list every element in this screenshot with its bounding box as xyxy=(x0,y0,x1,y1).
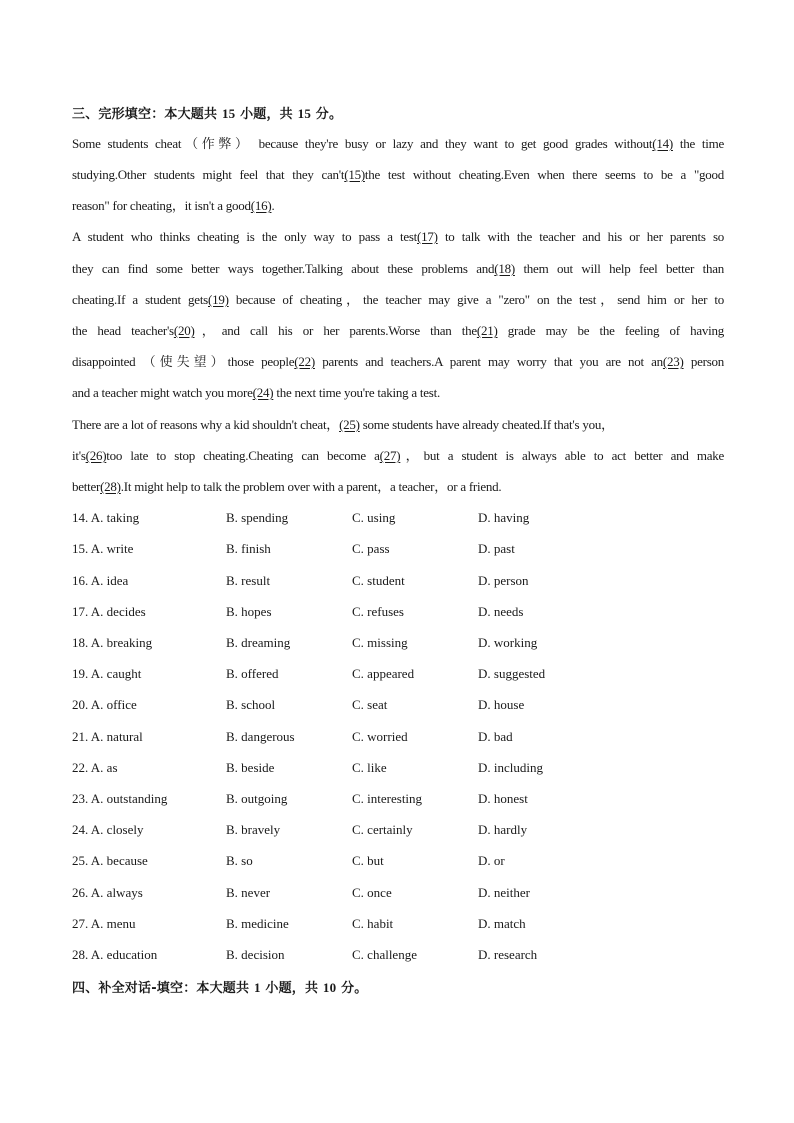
option-a: 27. A. menu xyxy=(72,916,136,931)
question-23 xyxy=(72,791,632,807)
blank-18: (18) xyxy=(494,261,515,276)
question-18 xyxy=(72,635,632,651)
question-27 xyxy=(72,916,632,932)
blank-21: (21) xyxy=(476,323,498,338)
question-14 xyxy=(72,510,632,526)
question-15 xyxy=(72,541,632,557)
option-c: C. student xyxy=(352,573,405,588)
option-a: 21. A. natural xyxy=(72,729,143,744)
option-d: D. match xyxy=(478,916,526,931)
question-19 xyxy=(72,666,632,682)
option-c: C. once xyxy=(352,885,392,900)
option-c: C. but xyxy=(352,853,384,868)
option-d: D. having xyxy=(478,510,530,525)
blank-17: (17) xyxy=(417,229,438,244)
option-a: 19. A. caught xyxy=(72,666,142,681)
option-a: 26. A. always xyxy=(72,885,143,900)
passage-line: and a teacher might watch you more(24) the next time you're taking a test. xyxy=(72,385,440,400)
option-d: D. house xyxy=(478,697,525,712)
option-c: C. seat xyxy=(352,697,388,712)
option-d: D. person xyxy=(478,573,529,588)
option-b: B. outgoing xyxy=(226,791,288,806)
option-c: C. challenge xyxy=(352,947,417,962)
option-a: 20. A. office xyxy=(72,697,137,712)
option-d: D. suggested xyxy=(478,666,546,681)
option-d: D. hardly xyxy=(478,822,528,837)
blank-27: (27) xyxy=(379,448,401,463)
blank-23: (23) xyxy=(662,354,684,369)
option-d: D. needs xyxy=(478,604,524,619)
option-a: 25. A. because xyxy=(72,853,148,868)
option-c: C. using xyxy=(352,510,396,525)
blank-19: (19) xyxy=(208,292,229,307)
option-b: B. dreaming xyxy=(226,635,291,650)
blank-16: (16) xyxy=(250,198,272,213)
option-d: D. research xyxy=(478,947,538,962)
blank-25: (25) xyxy=(339,417,360,432)
option-a: 17. A. decides xyxy=(72,604,146,619)
blank-22: (22) xyxy=(294,354,315,369)
option-b: B. hopes xyxy=(226,604,272,619)
blank-15: (15) xyxy=(344,167,365,182)
option-d: D. neither xyxy=(478,885,530,900)
option-d: D. including xyxy=(478,760,543,775)
option-a: 28. A. education xyxy=(72,947,158,962)
passage-line: studying.Other students might feel that they can't(15)the test without cheating.Even when there seems to be a "good xyxy=(72,167,724,182)
option-d: D. working xyxy=(478,635,538,650)
blank-20: (20) xyxy=(173,323,195,338)
passage-line: they can find some better ways together.Talking about these problems and(18) them out will help feel better than xyxy=(72,261,724,276)
passage-line: disappointed （使失望）those people(22) parents and teachers.A parent may worry that you are not an(23) person xyxy=(72,354,725,369)
section-3-heading: 三、完形填空：本大题共 15 小题，共 15 分。 xyxy=(72,106,343,122)
option-c: C. refuses xyxy=(352,604,404,619)
option-b: B. beside xyxy=(226,760,275,775)
option-b: B. dangerous xyxy=(226,729,295,744)
option-b: B. never xyxy=(226,885,271,900)
option-d: D. honest xyxy=(478,791,528,806)
option-c: C. missing xyxy=(352,635,408,650)
option-c: C. certainly xyxy=(352,822,413,837)
section-4-heading: 四、补全对话-填空：本大题共 1 小题，共 10 分。 xyxy=(72,980,368,996)
option-c: C. habit xyxy=(352,916,394,931)
option-a: 16. A. idea xyxy=(72,573,129,588)
passage-line: A student who thinks cheating is the only way to pass a test(17) to talk with the teacher and his or her parents so xyxy=(72,229,724,244)
option-c: C. worried xyxy=(352,729,408,744)
option-a: 15. A. write xyxy=(72,541,134,556)
option-b: B. bravely xyxy=(226,822,281,837)
passage-line: better(28).It might help to talk the problem over with a parent，a teacher，or a friend. xyxy=(72,479,502,494)
option-d: D. bad xyxy=(478,729,513,744)
option-b: B. offered xyxy=(226,666,279,681)
blank-28: (28) xyxy=(100,479,121,494)
option-a: 18. A. breaking xyxy=(72,635,153,650)
question-20 xyxy=(72,697,632,713)
option-d: D. or xyxy=(478,853,505,868)
question-17 xyxy=(72,604,632,620)
passage-line: it's(26)too late to stop cheating.Cheating can become a(27)，but a student is always able to act better and make xyxy=(72,448,724,463)
passage-line: reason" for cheating，it isn't a good(16). xyxy=(72,198,275,213)
option-a: 23. A. outstanding xyxy=(72,791,168,806)
option-a: 24. A. closely xyxy=(72,822,144,837)
passage-line: There are a lot of reasons why a kid shouldn't cheat，(25) some students have already cheated.If that's you， xyxy=(72,417,614,432)
question-22 xyxy=(72,760,632,776)
blank-14: (14) xyxy=(652,136,673,151)
option-b: B. result xyxy=(226,573,271,588)
passage-line: Some students cheat（作弊） because they're busy or lazy and they want to get good grades without(14) the time xyxy=(72,136,724,151)
option-c: C. appeared xyxy=(352,666,415,681)
option-a: 14. A. taking xyxy=(72,510,140,525)
option-c: C. interesting xyxy=(352,791,423,806)
blank-24: (24) xyxy=(252,385,274,400)
blank-26: (26) xyxy=(85,448,107,463)
question-28 xyxy=(72,947,632,963)
option-b: B. finish xyxy=(226,541,271,556)
passage-line: cheating.If a student gets(19) because of cheating，the teacher may give a "zero" on the test，send him or her to xyxy=(72,292,724,307)
question-26 xyxy=(72,885,632,901)
option-c: C. like xyxy=(352,760,387,775)
question-21 xyxy=(72,729,632,745)
question-24 xyxy=(72,822,632,838)
option-a: 22. A. as xyxy=(72,760,118,775)
passage-line: the head teacher's(20)，and call his or her parents.Worse than the(21) grade may be the feeling of having xyxy=(72,323,724,338)
option-b: B. school xyxy=(226,697,276,712)
option-c: C. pass xyxy=(352,541,390,556)
option-b: B. medicine xyxy=(226,916,289,931)
question-16 xyxy=(72,573,632,589)
option-d: D. past xyxy=(478,541,515,556)
option-b: B. so xyxy=(226,853,253,868)
option-b: B. spending xyxy=(226,510,289,525)
question-25 xyxy=(72,853,632,869)
option-b: B. decision xyxy=(226,947,285,962)
